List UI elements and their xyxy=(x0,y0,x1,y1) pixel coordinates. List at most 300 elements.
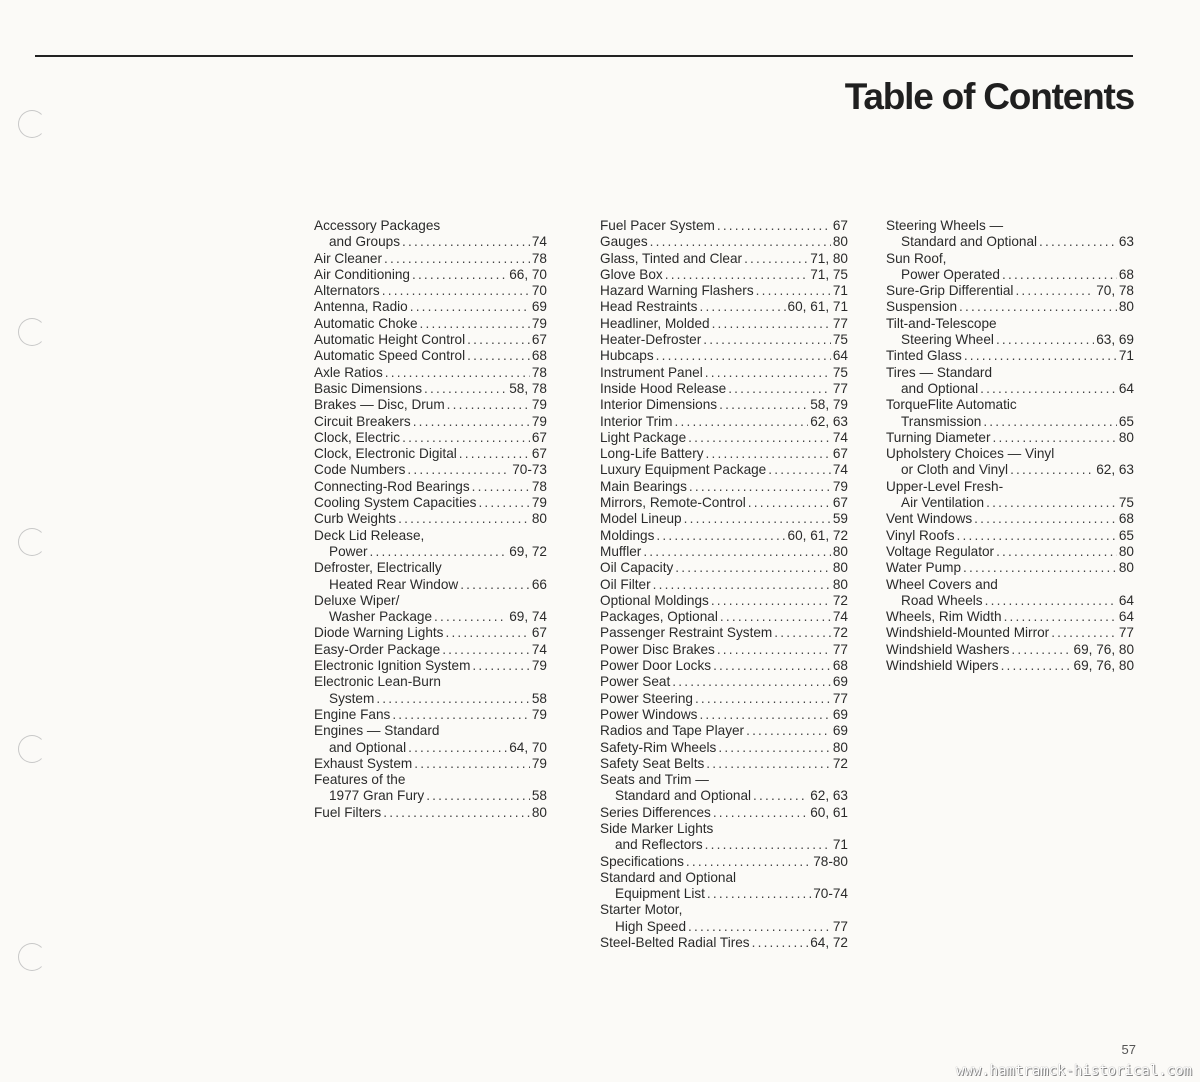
toc-entry-text: Light Package xyxy=(600,429,687,445)
toc-entry-text: Luxury Equipment Package xyxy=(600,462,767,478)
toc-entry-line xyxy=(886,560,1134,576)
toc-page-ref: 80 xyxy=(531,804,547,820)
toc-entry-text: Easy-Order Package xyxy=(314,641,441,657)
toc-entry-text: Deluxe Wiper/ xyxy=(314,592,400,608)
toc-page-ref: 62, 63 xyxy=(1096,462,1134,478)
toc-entry-text: Gauges xyxy=(600,234,648,250)
toc-entry xyxy=(314,642,547,658)
toc-entry xyxy=(600,414,848,430)
toc-entry-text: Automatic Speed Control xyxy=(314,348,466,364)
toc-entry xyxy=(886,528,1134,544)
toc-page-ref: 70-73 xyxy=(512,462,547,478)
toc-page-ref: 78 xyxy=(531,364,547,380)
toc-entry-line xyxy=(314,511,547,527)
toc-entry-text: Connecting-Rod Bearings xyxy=(314,478,470,494)
toc-entry-text: Power Steering xyxy=(600,690,693,706)
dot-leader xyxy=(748,495,831,511)
binder-hole xyxy=(18,110,46,138)
toc-entry-line xyxy=(886,283,1134,299)
toc-entry-line xyxy=(600,381,848,397)
dot-leader xyxy=(703,332,831,348)
toc-entry-text: Electronic Lean-Burn xyxy=(314,674,441,690)
toc-entry-text: Long-Life Battery xyxy=(600,446,704,462)
dot-leader xyxy=(713,658,831,674)
toc-entry-text: Wheel Covers and xyxy=(886,576,998,592)
toc-entry-line xyxy=(600,935,848,951)
toc-entry-text: Head Restraints xyxy=(600,299,698,315)
toc-entry xyxy=(600,462,848,478)
toc-page-ref: 67 xyxy=(531,446,547,462)
toc-entry-line xyxy=(314,446,547,462)
dot-leader xyxy=(656,528,785,544)
toc-entry-text: Safety Seat Belts xyxy=(600,755,705,771)
dot-leader xyxy=(426,788,530,804)
toc-page-ref: 58, 79 xyxy=(810,397,848,413)
toc-entry-text: Clock, Electric xyxy=(314,429,401,445)
toc-page-ref: 80 xyxy=(832,560,848,576)
toc-entry xyxy=(600,218,848,234)
watermark: www.hamtramck-historical.com xyxy=(955,1063,1192,1079)
toc-entry-line xyxy=(886,414,1134,430)
toc-entry-line xyxy=(314,544,547,560)
toc-page-ref: 79 xyxy=(531,706,547,722)
dot-leader xyxy=(983,414,1117,430)
toc-entry-text: Power xyxy=(329,543,368,559)
toc-entry-text: High Speed xyxy=(615,918,687,934)
toc-entry-text: Vinyl Roofs xyxy=(886,527,955,543)
dot-leader xyxy=(719,397,808,413)
toc-entry-line xyxy=(600,658,848,674)
toc-entry-line xyxy=(314,528,547,544)
toc-page-ref: 80 xyxy=(832,543,848,559)
toc-entry xyxy=(600,446,848,462)
toc-entry-text: Automatic Choke xyxy=(314,315,418,331)
toc-entry xyxy=(886,283,1134,299)
toc-entry-text: Fuel Filters xyxy=(314,804,382,820)
dot-leader xyxy=(688,430,831,446)
toc-page-ref: 63, 69 xyxy=(1096,332,1134,348)
toc-page-ref: 71 xyxy=(1118,348,1134,364)
toc-entry-text: Radios and Tape Player xyxy=(600,723,745,739)
toc-entry xyxy=(886,397,1134,430)
toc-entry-line xyxy=(314,756,547,772)
toc-entry-text: Air Cleaner xyxy=(314,250,382,266)
toc-entry xyxy=(600,593,848,609)
toc-entry-line xyxy=(600,299,848,315)
dot-leader xyxy=(684,511,831,527)
dot-leader xyxy=(706,446,831,462)
toc-page-ref: 70-74 xyxy=(813,886,848,902)
toc-entry xyxy=(314,528,547,561)
toc-entry-line xyxy=(314,625,547,641)
toc-entry-line xyxy=(886,381,1134,397)
toc-entry-text: Optional Moldings xyxy=(600,592,709,608)
toc-entry-text: Standard and Optional xyxy=(615,788,752,804)
toc-entry-line xyxy=(314,723,547,739)
toc-entry xyxy=(886,316,1134,349)
toc-entry-line xyxy=(600,430,848,446)
dot-leader xyxy=(768,462,831,478)
toc-page-ref: 78 xyxy=(531,478,547,494)
toc-entry-line xyxy=(314,348,547,364)
dot-leader xyxy=(959,299,1117,315)
toc-page-ref: 64 xyxy=(832,348,848,364)
toc-entry-line xyxy=(314,609,547,625)
toc-page-ref: 67 xyxy=(832,218,848,233)
toc-entry-text: Main Bearings xyxy=(600,478,687,494)
toc-page-ref: 64, 70 xyxy=(509,739,547,755)
toc-entry-line xyxy=(600,218,848,234)
toc-entry xyxy=(600,642,848,658)
toc-page-ref: 69, 76, 80 xyxy=(1073,658,1134,674)
toc-entry xyxy=(600,267,848,283)
toc-entry-line xyxy=(600,495,848,511)
toc-entry-text: Sure-Grip Differential xyxy=(886,283,1014,299)
toc-page-ref: 71, 75 xyxy=(810,266,848,282)
toc-entry xyxy=(314,593,547,626)
toc-page-ref: 62, 63 xyxy=(810,413,848,429)
toc-entry-line xyxy=(886,397,1134,413)
toc-entry-text: and Groups xyxy=(329,234,401,250)
toc-page-ref: 79 xyxy=(531,495,547,511)
dot-leader xyxy=(963,560,1117,576)
toc-page-ref: 70 xyxy=(531,283,547,299)
toc-entry-line xyxy=(600,348,848,364)
toc-entry-text: Axle Ratios xyxy=(314,364,383,380)
toc-page-ref: 77 xyxy=(832,690,848,706)
toc-entry xyxy=(314,674,547,707)
toc-entry xyxy=(600,691,848,707)
toc-entry-text: 1977 Gran Fury xyxy=(329,788,425,804)
toc-entry-text: Features of the xyxy=(314,772,406,788)
toc-entry xyxy=(314,772,547,805)
toc-entry-line xyxy=(886,218,1134,234)
toc-entry xyxy=(600,658,848,674)
dot-leader xyxy=(424,381,507,397)
toc-entry xyxy=(600,707,848,723)
toc-entry xyxy=(314,511,547,527)
toc-entry xyxy=(600,902,848,935)
toc-page-ref: 80 xyxy=(1118,543,1134,559)
dot-leader xyxy=(392,707,530,723)
toc-entry-text: Tires — Standard xyxy=(886,364,993,380)
dot-leader xyxy=(643,544,831,560)
toc-entry-line xyxy=(600,560,848,576)
toc-page-ref: 78-80 xyxy=(813,853,848,869)
toc-entry-text: Wheels, Rim Width xyxy=(886,609,1002,625)
toc-page-ref: 74 xyxy=(832,429,848,445)
toc-page-ref: 67 xyxy=(832,446,848,462)
toc-page-ref: 75 xyxy=(832,332,848,348)
toc-page-ref: 63 xyxy=(1118,234,1134,250)
toc-entry xyxy=(886,544,1134,560)
toc-entry-line xyxy=(600,365,848,381)
dot-leader xyxy=(746,723,831,739)
toc-entry-line xyxy=(886,593,1134,609)
toc-entry-line xyxy=(314,430,547,446)
toc-entry-text: and Optional xyxy=(901,380,979,396)
dot-leader xyxy=(957,528,1117,544)
toc-page-ref: 79 xyxy=(531,658,547,674)
toc-entry-line xyxy=(886,251,1134,267)
toc-entry xyxy=(600,609,848,625)
dot-leader xyxy=(413,414,530,430)
dot-leader xyxy=(472,479,530,495)
toc-entry-line xyxy=(600,544,848,560)
toc-entry-line xyxy=(314,691,547,707)
dot-leader xyxy=(1004,609,1117,625)
toc-entry-text: Circuit Breakers xyxy=(314,413,411,429)
toc-entry xyxy=(314,756,547,772)
toc-entry-text: Turning Diameter xyxy=(886,429,991,445)
dot-leader xyxy=(1002,267,1117,283)
toc-entry-text: Voltage Regulator xyxy=(886,543,995,559)
toc-entry xyxy=(600,805,848,821)
toc-page-ref: 74 xyxy=(531,234,547,250)
toc-entry-line xyxy=(886,577,1134,593)
toc-entry-line xyxy=(314,267,547,283)
toc-entry-text: or Cloth and Vinyl xyxy=(901,462,1009,478)
dot-leader xyxy=(384,251,530,267)
dot-leader xyxy=(774,625,831,641)
toc-page-ref: 64 xyxy=(1118,609,1134,625)
toc-entry xyxy=(314,560,547,593)
toc-entry-line xyxy=(600,283,848,299)
toc-entry-text: Alternators xyxy=(314,283,380,299)
toc-page-ref: 74 xyxy=(531,641,547,657)
toc-entry-text: Oil Capacity xyxy=(600,560,674,576)
page-number: 57 xyxy=(1121,1042,1136,1057)
toc-page-ref: 74 xyxy=(832,462,848,478)
toc-entry-line xyxy=(600,251,848,267)
toc-entry xyxy=(886,560,1134,576)
dot-leader xyxy=(752,935,809,951)
toc-entry xyxy=(600,332,848,348)
toc-entry xyxy=(600,234,848,250)
toc-entry-text: Tilt-and-Telescope xyxy=(886,315,997,331)
toc-entry xyxy=(886,299,1134,315)
toc-entry-line xyxy=(314,234,547,250)
toc-entry xyxy=(600,870,848,903)
dot-leader xyxy=(744,251,808,267)
toc-page-ref: 59 xyxy=(832,511,848,527)
toc-page-ref: 64, 72 xyxy=(810,935,848,951)
toc-entry-text: Electronic Ignition System xyxy=(314,658,471,674)
binder-hole xyxy=(18,735,46,763)
toc-entry-line xyxy=(886,642,1134,658)
toc-entry xyxy=(600,740,848,756)
toc-entry-line xyxy=(886,544,1134,560)
toc-entry-line xyxy=(314,740,547,756)
toc-page-ref: 65 xyxy=(1118,413,1134,429)
toc-entry xyxy=(314,381,547,397)
toc-entry-line xyxy=(314,593,547,609)
toc-entry-line xyxy=(600,642,848,658)
toc-page-ref: 71, 80 xyxy=(810,250,848,266)
toc-page-ref: 68 xyxy=(832,658,848,674)
toc-page-ref: 62, 63 xyxy=(810,788,848,804)
toc-entry xyxy=(600,511,848,527)
toc-entry xyxy=(314,805,547,821)
toc-page-ref: 77 xyxy=(832,380,848,396)
toc-entry-text: Cooling System Capacities xyxy=(314,495,477,511)
toc-entry-text: Steering Wheel xyxy=(901,332,994,348)
toc-entry-line xyxy=(314,299,547,315)
toc-page-ref: 77 xyxy=(832,315,848,331)
toc-page-ref: 80 xyxy=(1118,299,1134,315)
toc-entry-line xyxy=(600,609,848,625)
toc-page-ref: 80 xyxy=(832,234,848,250)
toc-column-1 xyxy=(314,218,547,821)
toc-entry xyxy=(886,446,1134,479)
dot-leader xyxy=(986,495,1117,511)
toc-entry xyxy=(600,560,848,576)
dot-leader xyxy=(672,674,831,690)
toc-page-ref: 60, 61 xyxy=(810,804,848,820)
toc-entry-line xyxy=(600,462,848,478)
toc-entry-text: Glove Box xyxy=(600,266,663,282)
toc-entry-text: Vent Windows xyxy=(886,511,973,527)
toc-page-ref: 79 xyxy=(531,413,547,429)
toc-entry-text: Air Ventilation xyxy=(901,495,985,511)
dot-leader xyxy=(717,642,831,658)
toc-entry-line xyxy=(314,316,547,332)
toc-entry xyxy=(600,528,848,544)
toc-entry-line xyxy=(600,511,848,527)
toc-entry-text: Seats and Trim — xyxy=(600,772,709,788)
toc-page-ref: 80 xyxy=(832,576,848,592)
toc-entry-line xyxy=(314,674,547,690)
toc-page-ref: 64 xyxy=(1118,380,1134,396)
binder-hole xyxy=(18,943,46,971)
toc-entry-text: Specifications xyxy=(600,853,684,869)
toc-page-ref: 77 xyxy=(832,641,848,657)
dot-leader xyxy=(706,756,831,772)
dot-leader xyxy=(695,691,831,707)
toc-entry-line xyxy=(600,397,848,413)
toc-page-ref: 65 xyxy=(1118,527,1134,543)
toc-entry-text: Oil Filter xyxy=(600,576,651,592)
toc-entry xyxy=(600,299,848,315)
toc-entry xyxy=(600,723,848,739)
toc-entry-line xyxy=(886,511,1134,527)
dot-leader xyxy=(717,218,831,234)
dot-leader xyxy=(447,397,530,413)
toc-column-2 xyxy=(600,218,848,951)
toc-entry-line xyxy=(886,430,1134,446)
toc-entry-line xyxy=(600,332,848,348)
toc-entry-text: Windshield Washers xyxy=(886,641,1010,657)
toc-entry-text: Power Seat xyxy=(600,674,671,690)
toc-entry-text: Diode Warning Lights xyxy=(314,625,444,641)
toc-entry xyxy=(600,283,848,299)
toc-entry xyxy=(314,299,547,315)
toc-entry-text: TorqueFlite Automatic xyxy=(886,397,1017,413)
toc-page-ref: 79 xyxy=(531,397,547,413)
dot-leader xyxy=(408,740,507,756)
toc-entry-line xyxy=(886,234,1134,250)
toc-entry-line xyxy=(886,479,1134,495)
dot-leader xyxy=(1010,462,1094,478)
dot-leader xyxy=(713,805,808,821)
toc-entry-line xyxy=(314,495,547,511)
toc-entry xyxy=(600,674,848,690)
toc-entry-line xyxy=(600,528,848,544)
toc-entry-line xyxy=(314,365,547,381)
toc-entry-text: Sun Roof, xyxy=(886,250,947,266)
toc-entry xyxy=(600,365,848,381)
toc-entry-text: Power Disc Brakes xyxy=(600,641,715,657)
toc-entry-line xyxy=(600,788,848,804)
dot-leader xyxy=(665,267,808,283)
toc-entry-text: Side Marker Lights xyxy=(600,820,714,836)
dot-leader xyxy=(688,919,831,935)
toc-entry xyxy=(886,430,1134,446)
dot-leader xyxy=(420,316,530,332)
toc-page-ref: 75 xyxy=(832,364,848,380)
dot-leader xyxy=(964,348,1117,364)
toc-page-ref: 69, 76, 80 xyxy=(1073,641,1134,657)
toc-entry-line xyxy=(314,577,547,593)
toc-entry-line xyxy=(314,642,547,658)
toc-entry-line xyxy=(600,593,848,609)
toc-entry-text: Moldings xyxy=(600,527,655,543)
toc-entry-text: Brakes — Disc, Drum xyxy=(314,397,445,413)
toc-page-ref: 67 xyxy=(531,625,547,641)
top-rule xyxy=(35,55,1133,57)
binder-hole xyxy=(18,318,46,346)
toc-page-ref: 60, 61, 71 xyxy=(787,299,848,315)
dot-leader xyxy=(407,462,510,478)
toc-page-ref: 58, 78 xyxy=(509,380,547,396)
dot-leader xyxy=(705,365,831,381)
toc-entry-text: Engines — Standard xyxy=(314,723,440,739)
toc-entry-line xyxy=(600,267,848,283)
toc-entry-line xyxy=(600,756,848,772)
toc-entry-text: and Optional xyxy=(329,739,407,755)
dot-leader xyxy=(728,381,831,397)
toc-entry-line xyxy=(886,462,1134,478)
dot-leader xyxy=(705,837,831,853)
toc-entry xyxy=(886,479,1134,512)
dot-leader xyxy=(686,854,811,870)
toc-entry-text: Air Conditioning xyxy=(314,266,410,282)
dot-leader xyxy=(434,609,507,625)
toc-entry xyxy=(314,430,547,446)
toc-entry-line xyxy=(314,707,547,723)
dot-leader xyxy=(699,707,830,723)
toc-entry-line xyxy=(314,381,547,397)
toc-page-ref: 80 xyxy=(1118,429,1134,445)
toc-entry-text: Mirrors, Remote-Control xyxy=(600,495,746,511)
toc-entry xyxy=(600,854,848,870)
dot-leader xyxy=(478,495,529,511)
dot-leader xyxy=(1051,625,1117,641)
toc-entry xyxy=(886,642,1134,658)
dot-leader xyxy=(985,593,1117,609)
toc-entry-text: Glass, Tinted and Clear xyxy=(600,250,743,266)
toc-entry-line xyxy=(314,805,547,821)
dot-leader xyxy=(467,348,530,364)
toc-entry-text: Transmission xyxy=(901,413,982,429)
toc-page-ref: 79 xyxy=(832,478,848,494)
toc-entry xyxy=(314,723,547,756)
toc-entry-text: System xyxy=(329,690,375,706)
toc-entry-line xyxy=(600,919,848,935)
toc-entry-text: Instrument Panel xyxy=(600,364,703,380)
toc-page-ref: 70, 78 xyxy=(1096,283,1134,299)
toc-entry-line xyxy=(600,674,848,690)
